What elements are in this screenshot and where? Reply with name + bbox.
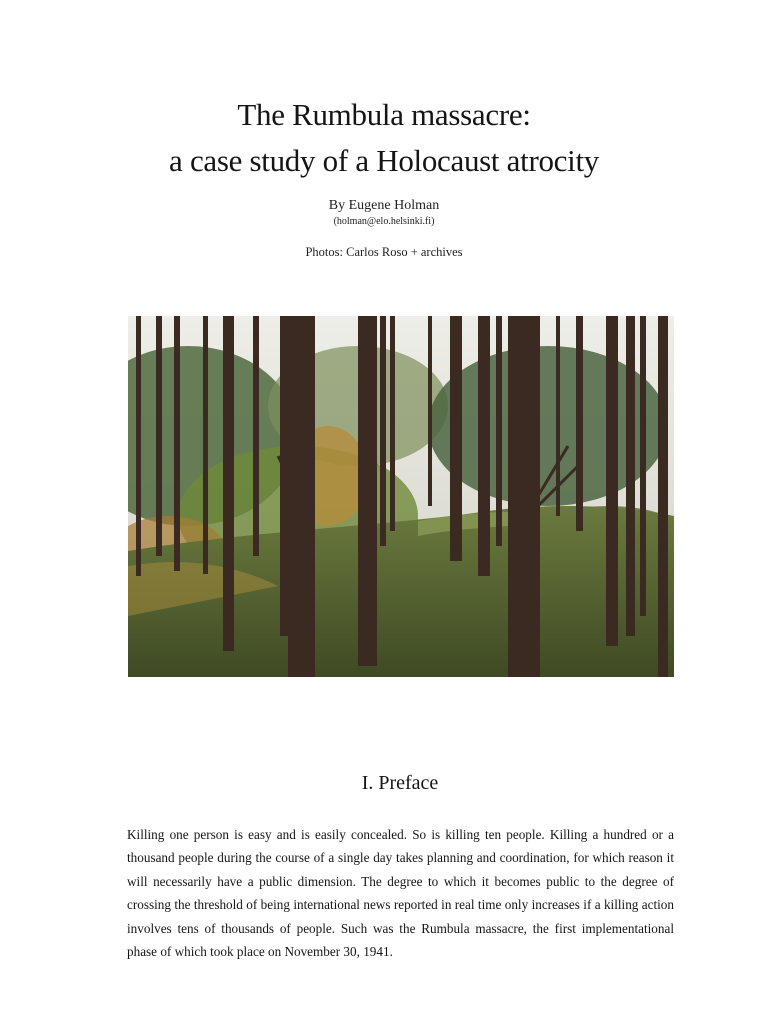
author-email: (holman@elo.helsinki.fi) bbox=[333, 216, 435, 227]
title-line-1: The Rumbula massacre: bbox=[237, 97, 531, 132]
author-byline: By Eugene Holman bbox=[328, 198, 440, 213]
section-heading: I. Preface bbox=[361, 772, 439, 794]
document-title bbox=[0, 92, 768, 184]
photo-credit: Photos: Carlos Roso + archives bbox=[305, 245, 463, 259]
preface-paragraph: Killing one person is easy and is easily concealed. So is killing ten people. Killing a hundred or a thousand people during the course of a single day takes planning and coordination, for which reason it will necessarily have a public dimension. The degree to which it becomes public to the degree of crossing the threshold of being international news reported in real time only increases if a killing action involves tens of thousands of people. Such was the Rumbula massacre, the first implementational phase of which took place on November 30, 1941. bbox=[127, 827, 674, 960]
title-line-2: a case study of a Holocaust atrocity bbox=[169, 143, 599, 178]
forest-photo bbox=[128, 316, 674, 677]
